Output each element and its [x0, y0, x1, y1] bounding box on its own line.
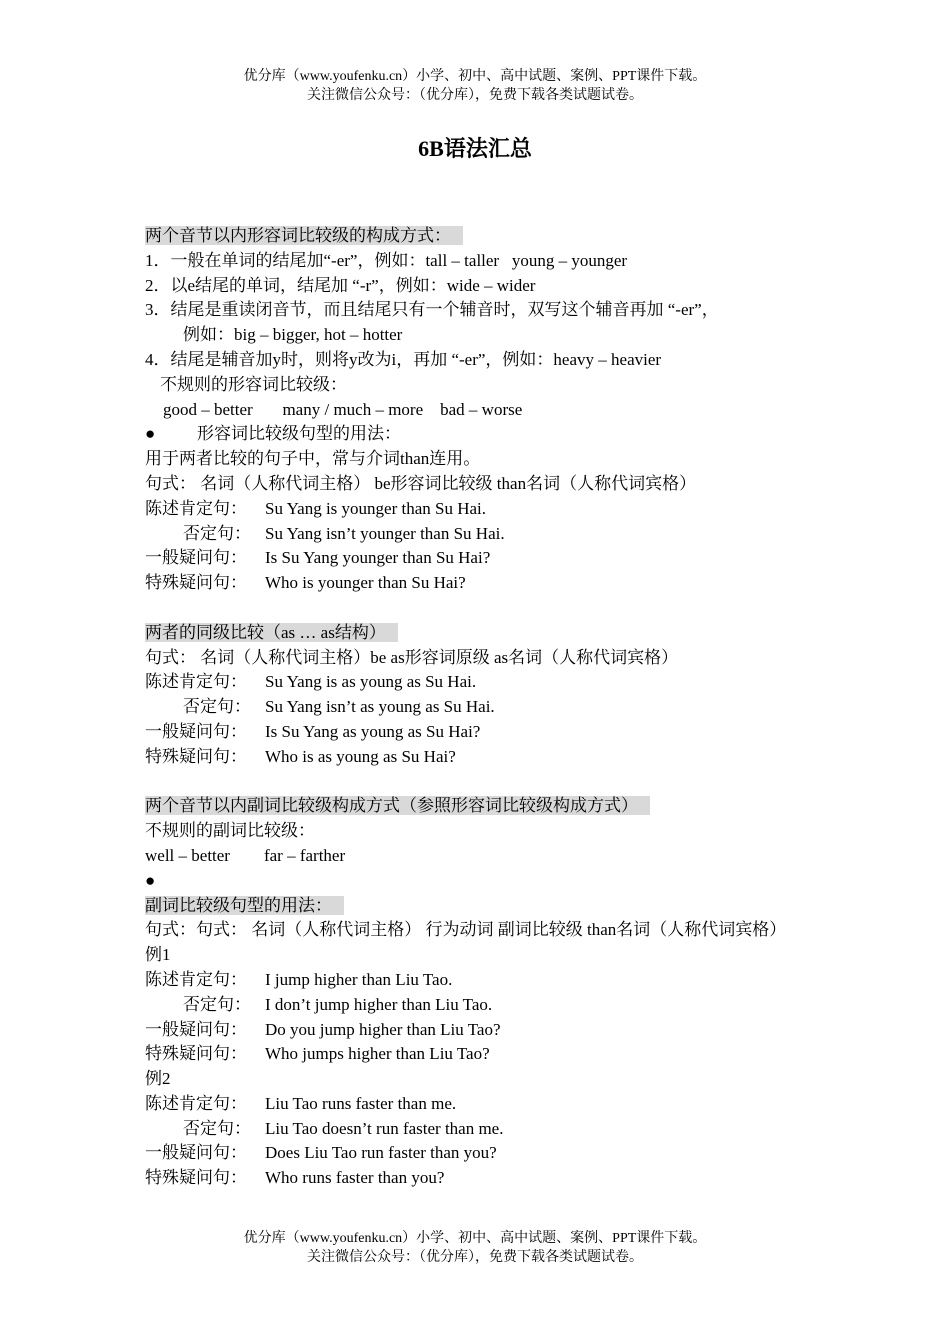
- adj-usage-heading: 形容词比较级句型的用法：: [197, 424, 401, 444]
- rule-3: 3．结尾是重读闭音节，而且结尾只有一个辅音时，双写这个辅音再加 “-er”，: [145, 300, 719, 320]
- example-row: [145, 546, 825, 571]
- example-sentence: Liu Tao doesn’t run faster than me.: [265, 1118, 504, 1138]
- example-label: 否定句：: [183, 523, 251, 543]
- example-sentence: Is Su Yang as young as Su Hai?: [265, 721, 481, 741]
- example-row: [145, 720, 825, 745]
- example-sentence: Who jumps higher than Liu Tao?: [265, 1044, 490, 1064]
- as-as-sentence-pattern: 句式： 名词（人称代词主格）be as形容词原级 as名词（人称代词宾格）: [145, 647, 679, 667]
- page-footer: [0, 1229, 950, 1267]
- example-label: 一般疑问句：: [145, 721, 247, 741]
- example-sentence: Who is younger than Su Hai?: [265, 573, 466, 593]
- example-2-label: 例2: [145, 1069, 171, 1089]
- example-sentence: Su Yang is as young as Su Hai.: [265, 672, 477, 692]
- bullet-icon: ●: [145, 424, 156, 444]
- example-row: [145, 571, 825, 596]
- adv-usage-heading: 副词比较级句型的用法：: [145, 896, 344, 915]
- example-label: 特殊疑问句：: [145, 746, 247, 766]
- header-line-2: 关注微信公众号：（优分库），免费下载各类试题试卷。: [307, 88, 643, 103]
- example-row: [145, 1117, 825, 1142]
- example-sentence: I don’t jump higher than Liu Tao.: [265, 994, 493, 1014]
- example-row: [145, 497, 825, 522]
- example-sentence: I jump higher than Liu Tao.: [265, 969, 453, 989]
- rule-3-example: 例如：big – bigger, hot – hotter: [183, 325, 403, 345]
- document-body: [145, 224, 825, 1191]
- irregular-adv-label: 不规则的副词比较级：: [145, 821, 315, 841]
- adj-sentence-pattern: 句式： 名词（人称代词主格） be形容词比较级 than名词（人称代词宾格）: [145, 473, 697, 493]
- example-sentence: Su Yang is younger than Su Hai.: [265, 498, 487, 518]
- section-heading-as-as: 两者的同级比较（as … as结构）: [145, 623, 398, 642]
- example-row: [145, 670, 825, 695]
- section-heading-adj-comparative: 两个音节以内形容词比较级的构成方式：: [145, 226, 463, 245]
- page-header: [0, 67, 950, 105]
- example-sentence: Who is as young as Su Hai?: [265, 746, 456, 766]
- header-line-1: 优分库（www.youfenku.cn）小学、初中、高中试题、案例、PPT课件下载。: [243, 69, 707, 84]
- example-label: 陈述肯定句：: [145, 969, 247, 989]
- irregular-adj-list: good – better many / much – more bad – worse: [163, 399, 523, 419]
- irregular-adv-list: well – better far – farther: [145, 845, 346, 865]
- example-row: [145, 1141, 825, 1166]
- adj-usage-description: 用于两者比较的句子中，常与介词than连用。: [145, 449, 481, 469]
- adv-sentence-pattern: 句式：句式： 名词（人称代词主格） 行为动词 副词比较级 than名词（人称代词宾格）: [145, 920, 787, 940]
- footer-line-1: 优分库（www.youfenku.cn）小学、初中、高中试题、案例、PPT课件下载。: [243, 1231, 707, 1246]
- bullet-icon: ●: [145, 870, 156, 890]
- example-sentence: Is Su Yang younger than Su Hai?: [265, 548, 491, 568]
- example-sentence: Does Liu Tao run faster than you?: [265, 1143, 497, 1163]
- example-label: 陈述肯定句：: [145, 498, 247, 518]
- example-row: [145, 695, 825, 720]
- rule-4: 4．结尾是辅音加y时，则将y改为i，再加 “-er”，例如：heavy – heavier: [145, 349, 662, 369]
- example-sentence: Do you jump higher than Liu Tao?: [265, 1019, 501, 1039]
- example-label: 一般疑问句：: [145, 1143, 247, 1163]
- example-row: [145, 1018, 825, 1043]
- document-title: 6B语法汇总: [418, 136, 532, 161]
- example-row: [145, 1042, 825, 1067]
- example-row: [145, 1092, 825, 1117]
- example-label: 陈述肯定句：: [145, 672, 247, 692]
- example-label: 一般疑问句：: [145, 1019, 247, 1039]
- example-label: 否定句：: [183, 994, 251, 1014]
- rule-2: 2．以e结尾的单词，结尾加 “-r”，例如：wide – wider: [145, 275, 536, 295]
- example-label: 否定句：: [183, 1118, 251, 1138]
- irregular-adj-label: 不规则的形容词比较级：: [160, 374, 347, 394]
- example-row: [145, 522, 825, 547]
- example-label: 一般疑问句：: [145, 548, 247, 568]
- example-sentence: Liu Tao runs faster than me.: [265, 1093, 457, 1113]
- example-row: [145, 1166, 825, 1191]
- example-row: [145, 993, 825, 1018]
- rule-1: 1．一般在单词的结尾加“-er”，例如：tall – taller young – younger: [145, 250, 628, 270]
- example-label: 否定句：: [183, 697, 251, 717]
- footer-line-2: 关注微信公众号：（优分库），免费下载各类试题试卷。: [307, 1250, 643, 1265]
- example-label: 陈述肯定句：: [145, 1093, 247, 1113]
- example-1-label: 例1: [145, 945, 171, 965]
- example-sentence: Who runs faster than you?: [265, 1168, 445, 1188]
- example-label: 特殊疑问句：: [145, 1168, 247, 1188]
- section-heading-adv-comparative: 两个音节以内副词比较级构成方式（参照形容词比较级构成方式）: [145, 796, 650, 815]
- example-sentence: Su Yang isn’t as young as Su Hai.: [265, 697, 495, 717]
- example-row: [145, 745, 825, 770]
- example-label: 特殊疑问句：: [145, 573, 247, 593]
- example-sentence: Su Yang isn’t younger than Su Hai.: [265, 523, 505, 543]
- example-label: 特殊疑问句：: [145, 1044, 247, 1064]
- example-row: [145, 968, 825, 993]
